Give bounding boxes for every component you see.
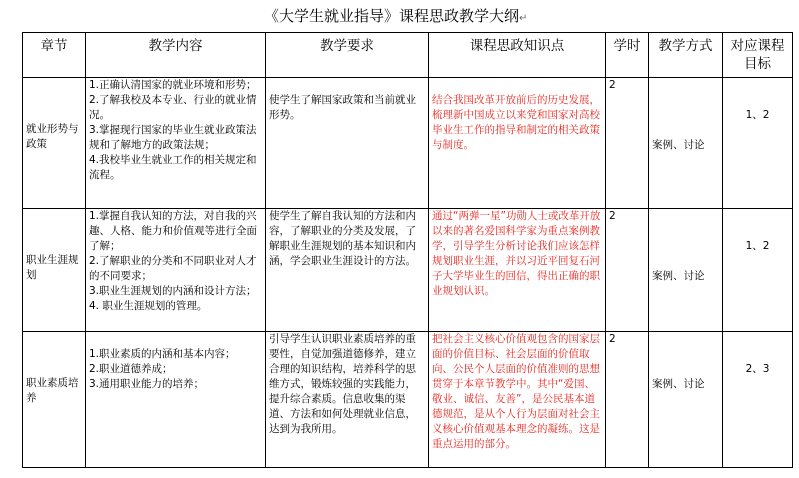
content-line: 3.职业生涯规划的内涵和设计方法；	[89, 285, 257, 297]
title-text: 《大学生就业指导》课程思政教学大纲	[264, 7, 520, 25]
content-line: 2.了解职业的分类和不同职业对人才的不同要求；	[89, 255, 257, 282]
requirement-cell	[266, 78, 429, 209]
table-row	[23, 332, 793, 468]
document-title	[264, 6, 527, 29]
ideology-cell	[429, 332, 606, 468]
table-row	[23, 78, 793, 209]
chapter-cell	[23, 209, 86, 332]
hours-cell	[606, 332, 649, 468]
content-line: 2.了解我校及本专业、行业的就业情况。	[89, 94, 257, 121]
requirement-text: 引导学生认识职业素质培养的重要性，自觉加强道德修养，建立合理的知识结构，培养科学的思维方式，锻炼较强的实践能力，提升综合素质。信息收集的渠道、方法和如何处理就业信息，达到为我所用。	[269, 333, 416, 435]
table-row	[23, 209, 793, 332]
content-line: 1.职业素质的内涵和基本内容；	[89, 348, 236, 360]
goals-cell	[723, 209, 793, 332]
requirement-text: 使学生了解国家政策和当前就业形势。	[269, 94, 416, 121]
method-value: 案例、讨论	[652, 139, 705, 151]
goals-cell	[723, 78, 793, 209]
goals-value: 2、3	[745, 363, 770, 375]
ideology-cell	[429, 78, 606, 209]
header-goals: 对应课程目标	[723, 33, 793, 78]
goals-cell	[723, 332, 793, 468]
content-cell	[86, 209, 266, 332]
requirement-cell	[266, 209, 429, 332]
content-cell	[86, 332, 266, 468]
paragraph-mark-icon: ↵	[519, 13, 528, 24]
content-line: 1.掌握自我认知的方法，对自我的兴趣、人格、能力和价值观等进行全面了解；	[89, 210, 257, 252]
hours-value: 2	[609, 79, 616, 91]
ideology-text: 结合我国改革开放前后的历史发展，梳理新中国成立以来党和国家对高校毕业生工作的指导和制定的相关政策与制度。	[432, 94, 600, 151]
header-row	[23, 33, 793, 78]
header-method: 教学方式	[649, 33, 723, 78]
hours-cell	[606, 78, 649, 209]
header-content: 教学内容	[86, 33, 266, 78]
ideology-text: 通过“两弹一星”功勋人士或改革开放以来的著名爱国科学家为重点案例教学，引导学生分析讨论我们应该怎样规划职业生涯，并以习近平回复石河子大学毕业生的回信，得出正确的职业规划认识。	[432, 210, 601, 297]
content-line: 4.我校毕业生就业工作的相关规定和流程。	[89, 154, 257, 181]
method-cell	[649, 209, 723, 332]
method-cell	[649, 78, 723, 209]
chapter-name: 就业形势与政策	[26, 123, 79, 150]
content-line: 4. 职业生涯规划的管理。	[89, 300, 208, 312]
method-value: 案例、讨论	[652, 378, 705, 390]
content-cell	[86, 78, 266, 209]
hours-value: 2	[609, 333, 616, 345]
content-line: 1.正确认清国家的就业环境和形势；	[89, 79, 257, 91]
chapter-name: 职业素质培养	[26, 377, 79, 404]
ideology-text: 把社会主义核心价值观包含的国家层面的价值目标、社会层面的价值取向、公民个人层面的价值准则的思想贯穿于本章节教学中。其中“爱国、敬业、诚信、友善”，是公民基本道德规范，是从个人行为层面对社会主义核心价值观基本理念的凝练。这是重点运用的部分。	[432, 333, 600, 450]
content-line: 3.掌握现行国家的毕业生就业政策法规和了解地方的政策法规；	[89, 124, 257, 151]
hours-cell	[606, 209, 649, 332]
goals-value: 1、2	[745, 109, 770, 121]
method-value: 案例、讨论	[652, 270, 705, 282]
header-ideology: 课程思政知识点	[429, 33, 606, 78]
syllabus-table	[22, 32, 793, 468]
chapter-name: 职业生涯规划	[26, 254, 79, 281]
header-requirement: 教学要求	[266, 33, 429, 78]
chapter-cell	[23, 332, 86, 468]
chapter-cell	[23, 78, 86, 209]
requirement-text: 使学生了解自我认知的方法和内容，了解职业的分类及发展，了解职业生涯规划的基本知识和内涵，学会职业生涯设计的方法。	[269, 210, 416, 267]
requirement-cell	[266, 332, 429, 468]
content-line: 2.职业道德养成；	[89, 363, 173, 375]
ideology-cell	[429, 209, 606, 332]
method-cell	[649, 332, 723, 468]
header-hours: 学时	[606, 33, 649, 78]
content-line: 3.通用职业能力的培养；	[89, 378, 205, 390]
goals-value: 1、2	[745, 240, 770, 252]
hours-value: 2	[609, 210, 616, 222]
header-chapter: 章节	[23, 33, 86, 78]
